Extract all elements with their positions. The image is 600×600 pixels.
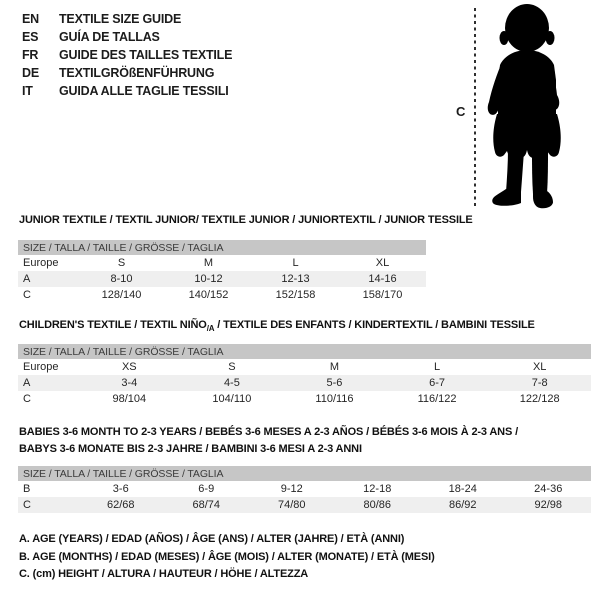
measurement-legend bbox=[19, 531, 435, 584]
size-cell: 152/158 bbox=[275, 289, 316, 301]
row-label: A bbox=[18, 375, 78, 391]
language-code: IT bbox=[22, 84, 33, 98]
table-row bbox=[18, 481, 591, 497]
size-cell: 140/152 bbox=[188, 289, 229, 301]
size-cell: 62/68 bbox=[78, 497, 164, 513]
babies-title-line1: BABIES 3-6 MONTH TO 2-3 YEARS / BEBÉS 3-6 MESES A 2-3 AÑOS / BÉBÉS 3-6 MOIS À 2-3 ANS / bbox=[19, 426, 518, 438]
size-cell: 3-6 bbox=[112, 483, 129, 495]
size-header: SIZE / TALLA / TAILLE / GRÖSSE / TAGLIA bbox=[18, 344, 591, 359]
size-header: SIZE / TALLA / TAILLE / GRÖSSE / TAGLIA bbox=[18, 466, 591, 481]
language-title: GUIDE DES TAILLES TEXTILE bbox=[59, 48, 233, 62]
size-cell: 74/80 bbox=[249, 497, 335, 513]
table-row bbox=[18, 271, 426, 287]
size-cell: 18-24 bbox=[448, 483, 477, 495]
size-cell: XL bbox=[532, 361, 547, 373]
size-cell: 5-6 bbox=[283, 375, 386, 391]
babies-table-title bbox=[19, 424, 518, 458]
size-cell: 80/86 bbox=[335, 497, 421, 513]
language-title: TEXTILE SIZE GUIDE bbox=[59, 12, 182, 26]
children-title-post: / TEXTILE DES ENFANTS / KINDERTEXTIL / BAMBINI TESSILE bbox=[214, 319, 535, 331]
size-cell: L bbox=[292, 257, 299, 269]
height-measure-line bbox=[474, 8, 476, 209]
size-cell: L bbox=[434, 361, 441, 373]
size-cell: 10-12 bbox=[165, 271, 252, 287]
size-cell: XS bbox=[121, 361, 137, 373]
size-cell: M bbox=[329, 361, 340, 373]
size-cell: S bbox=[228, 361, 236, 373]
language-title-list bbox=[22, 10, 232, 100]
table-row bbox=[18, 375, 591, 391]
row-label: Europe bbox=[23, 257, 59, 269]
language-title: TEXTILGRÖßENFÜHRUNG bbox=[59, 66, 215, 80]
babies-size-table bbox=[18, 466, 591, 513]
junior-size-table bbox=[18, 240, 426, 303]
size-cell: 98/104 bbox=[112, 393, 147, 405]
row-label: C bbox=[18, 497, 78, 513]
legend-line-a: A. AGE (YEARS) / EDAD (AÑOS) / ÂGE (ANS) / ALTER (JAHRE) / ETÀ (ANNI) bbox=[19, 533, 405, 545]
size-cell: 7-8 bbox=[488, 375, 591, 391]
children-title-pre: CHILDREN'S TEXTILE / TEXTIL NIÑO bbox=[19, 319, 207, 331]
language-row-de bbox=[22, 64, 232, 82]
language-title: GUIDA ALLE TAGLIE TESSILI bbox=[59, 84, 229, 98]
size-cell: 14-16 bbox=[339, 271, 426, 287]
size-cell: 6-9 bbox=[198, 483, 215, 495]
table-row bbox=[18, 287, 426, 303]
language-code: FR bbox=[22, 48, 39, 62]
size-cell: 6-7 bbox=[386, 375, 489, 391]
size-cell: 104/110 bbox=[212, 393, 252, 405]
size-cell: 24-36 bbox=[534, 483, 563, 495]
size-cell: 128/140 bbox=[101, 289, 142, 301]
row-label: A bbox=[18, 271, 78, 287]
size-header-row bbox=[18, 344, 591, 359]
size-cell: 116/122 bbox=[417, 393, 457, 405]
language-title: GUÍA DE TALLAS bbox=[59, 30, 160, 44]
babies-title-line2: BABYS 3-6 MONATE BIS 2-3 JAHRE / BAMBINI 3-6 MESI A 2-3 ANNI bbox=[19, 443, 362, 455]
size-cell: XL bbox=[375, 257, 390, 269]
language-row-fr bbox=[22, 46, 232, 64]
size-cell: 8-10 bbox=[78, 271, 165, 287]
size-header: SIZE / TALLA / TAILLE / GRÖSSE / TAGLIA bbox=[18, 240, 426, 255]
language-code: DE bbox=[22, 66, 39, 80]
size-cell: 68/74 bbox=[164, 497, 250, 513]
size-cell: 122/128 bbox=[519, 393, 560, 405]
baby-silhouette bbox=[487, 2, 597, 212]
size-cell: 9-12 bbox=[280, 483, 303, 495]
size-cell: 12-18 bbox=[363, 483, 392, 495]
size-cell: 4-5 bbox=[181, 375, 284, 391]
language-row-es bbox=[22, 28, 232, 46]
size-cell: M bbox=[203, 257, 214, 269]
table-row bbox=[18, 255, 426, 271]
row-label: B bbox=[23, 483, 31, 495]
row-label: C bbox=[23, 289, 31, 301]
legend-line-b: B. AGE (MONTHS) / EDAD (MESES) / ÂGE (MOIS) / ALTER (MONATE) / ETÀ (MESI) bbox=[19, 550, 435, 563]
table-row bbox=[18, 497, 591, 513]
legend-line-c: C. (cm) HEIGHT / ALTURA / HAUTEUR / HÖHE / ALTEZZA bbox=[19, 568, 309, 580]
language-code: ES bbox=[22, 30, 39, 44]
size-header-row bbox=[18, 466, 591, 481]
children-size-table bbox=[18, 344, 591, 407]
row-label: C bbox=[23, 393, 31, 405]
table-row bbox=[18, 359, 591, 375]
height-label: C bbox=[456, 104, 466, 119]
children-table-title bbox=[19, 317, 535, 337]
size-cell: 86/92 bbox=[420, 497, 506, 513]
size-header-row bbox=[18, 240, 426, 255]
children-title-sub: /A bbox=[206, 324, 215, 334]
size-cell: 110/116 bbox=[315, 393, 354, 405]
table-row bbox=[18, 391, 591, 407]
language-code: EN bbox=[22, 12, 39, 26]
size-cell: 12-13 bbox=[252, 271, 339, 287]
size-cell: 92/98 bbox=[506, 497, 592, 513]
junior-table-title: JUNIOR TEXTILE / TEXTIL JUNIOR/ TEXTILE JUNIOR / JUNIORTEXTIL / JUNIOR TESSILE bbox=[19, 214, 473, 226]
row-label: Europe bbox=[23, 361, 59, 373]
size-cell: S bbox=[117, 257, 126, 269]
size-cell: 158/170 bbox=[362, 289, 403, 301]
size-cell: 3-4 bbox=[78, 375, 181, 391]
language-row-it bbox=[22, 82, 232, 100]
language-row-en bbox=[22, 10, 232, 28]
